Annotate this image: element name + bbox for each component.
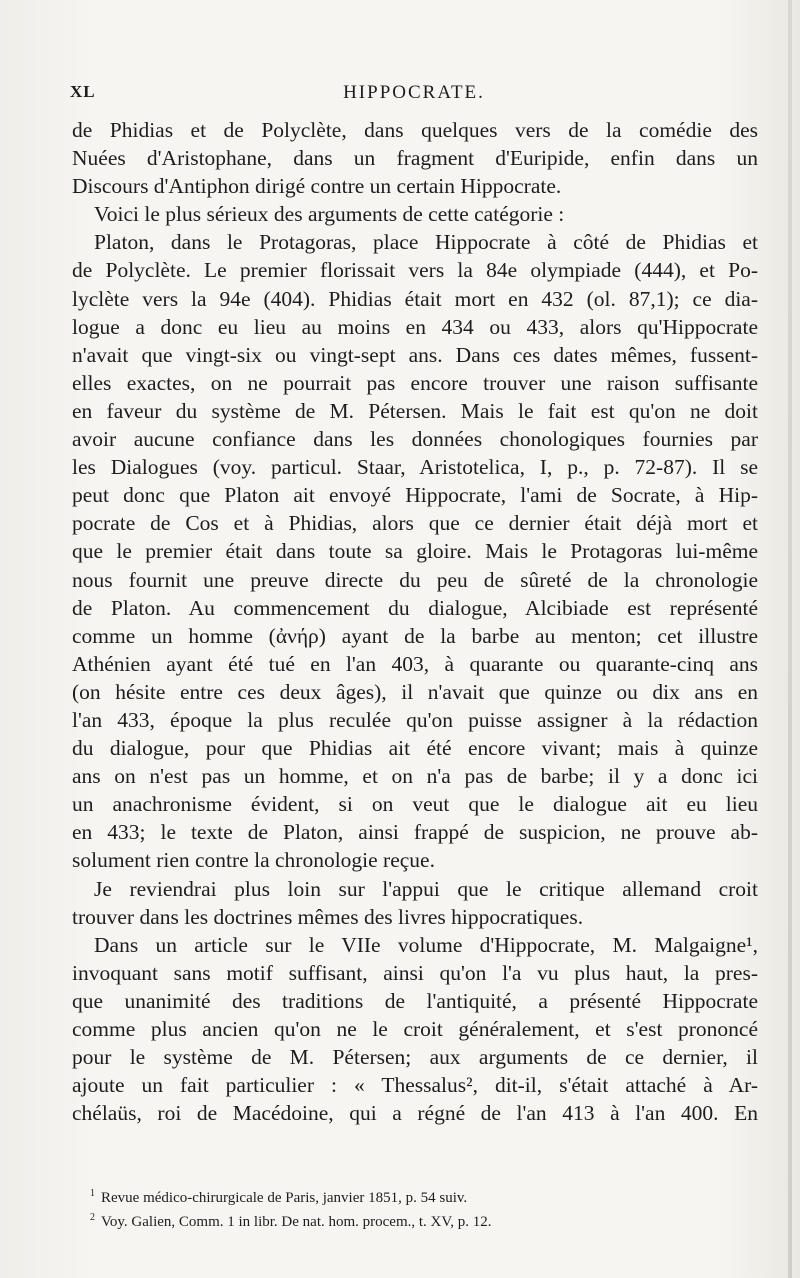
text-line: Voici le plus sérieux des arguments de cette catégorie : (94, 202, 565, 227)
running-title: HIPPOCRATE. (343, 82, 485, 103)
text-line: invoquant sans motif suffisant, ainsi qu'on l'a vu plus haut, la pres- (72, 960, 758, 985)
text-line: Nuées d'Aristophane, dans un fragment d'Euripide, enfin dans un (72, 146, 758, 171)
text-line: chélaüs, roi de Macédoine, qui a régné de l'an 413 à l'an 400. En (72, 1101, 758, 1126)
text-line: pocrate de Cos et à Phidias, alors que ce dernier était déjà mort et (72, 511, 758, 536)
footnotes (90, 1184, 750, 1232)
text-line: les Dialogues (voy. particul. Staar, Aristotelica, I, p., p. 72-87). Il se (72, 455, 758, 480)
text-line: de Platon. Au commencement du dialogue, Alcibiade est représenté (72, 595, 758, 620)
text-line: peut donc que Platon ait envoyé Hippocrate, l'ami de Socrate, à Hip- (72, 483, 758, 508)
body-text (72, 116, 758, 1127)
text-line: solument rien contre la chronologie reçue. (72, 848, 435, 873)
text-line: Je reviendrai plus loin sur l'appui que le critique allemand croit (94, 876, 758, 901)
footnote (90, 1208, 750, 1232)
text-line: en 433; le texte de Platon, ainsi frappé de suspicion, ne prouve ab- (72, 820, 758, 845)
text-line: trouver dans les doctrines mêmes des livres hippocratiques. (72, 904, 584, 929)
text-line: ans on n'est pas un homme, et on n'a pas de barbe; il y a donc ici (72, 764, 758, 789)
footnote (90, 1184, 750, 1208)
text-line: elles exactes, on ne pourrait pas encore trouver une raison suffisante (72, 370, 758, 395)
text-line: comme plus ancien qu'on ne le croit généralement, et s'est prononcé (72, 1017, 758, 1041)
text-line: pour le système de M. Pétersen; aux arguments de ce dernier, il (72, 1045, 758, 1070)
running-head (70, 82, 758, 112)
page-edge (788, 0, 792, 1278)
text-line: un anachronisme évident, si on veut que le dialogue ait eu lieu (72, 792, 758, 817)
text-line: nous fournit une preuve directe du peu de sûreté de la chronologie (72, 567, 758, 592)
text-line: l'an 433, époque la plus reculée qu'on puisse assigner à la rédaction (72, 707, 758, 732)
text-line: Dans un article sur le VIIe volume d'Hippocrate, M. Malgaigne¹, (94, 932, 758, 957)
text-line: de Polyclète. Le premier florissait vers la 84e olympiade (444), et Po- (72, 258, 758, 283)
footnote-text: Voy. Galien, Comm. 1 in libr. De nat. hom. procem., t. XV, p. 12. (101, 1214, 492, 1230)
text-line: n'avait que vingt-six ou vingt-sept ans. Dans ces dates mêmes, fussent- (72, 342, 758, 367)
text-line: comme un homme (ἀνήρ) ayant de la barbe au menton; cet illustre (72, 623, 758, 648)
text-line: Platon, dans le Protagoras, place Hippocrate à côté de Phidias et (94, 230, 758, 255)
text-line: Discours d'Antiphon dirigé contre un certain Hippocrate. (72, 174, 562, 199)
footnote-text: Revue médico-chirurgicale de Paris, janvier 1851, p. 54 suiv. (101, 1190, 468, 1206)
footnote-mark: 1 (90, 1188, 95, 1199)
text-line: (on hésite entre ces deux âges), il n'avait que quinze ou dix ans en (72, 679, 758, 704)
text-line: en faveur du système de M. Pétersen. Mais le fait est qu'on ne doit (72, 398, 758, 423)
text-line: lyclète vers la 94e (404). Phidias était mort en 432 (ol. 87,1); ce dia- (72, 286, 758, 311)
text-line: de Phidias et de Polyclète, dans quelques vers de la comédie des (72, 118, 758, 142)
text-line: Athénien ayant été tué en l'an 403, à quarante ou quarante-cinq ans (72, 651, 758, 676)
page-number: XL (70, 82, 96, 101)
text-line: du dialogue, pour que Phidias ait été encore vivant; mais à quinze (72, 736, 758, 761)
text-line: ajoute un fait particulier : « Thessalus², dit-il, s'était attaché à Ar- (72, 1073, 758, 1098)
footnote-mark: 2 (90, 1212, 95, 1223)
text-line: logue a donc eu lieu au moins en 434 ou 433, alors qu'Hippocrate (72, 314, 758, 339)
text-line: que unanimité des traditions de l'antiquité, a présenté Hippocrate (72, 988, 758, 1013)
text-line: que le premier était dans toute sa gloire. Mais le Protagoras lui-même (72, 539, 758, 564)
text-line: avoir aucune confiance dans les données chonologiques fournies par (72, 427, 758, 452)
